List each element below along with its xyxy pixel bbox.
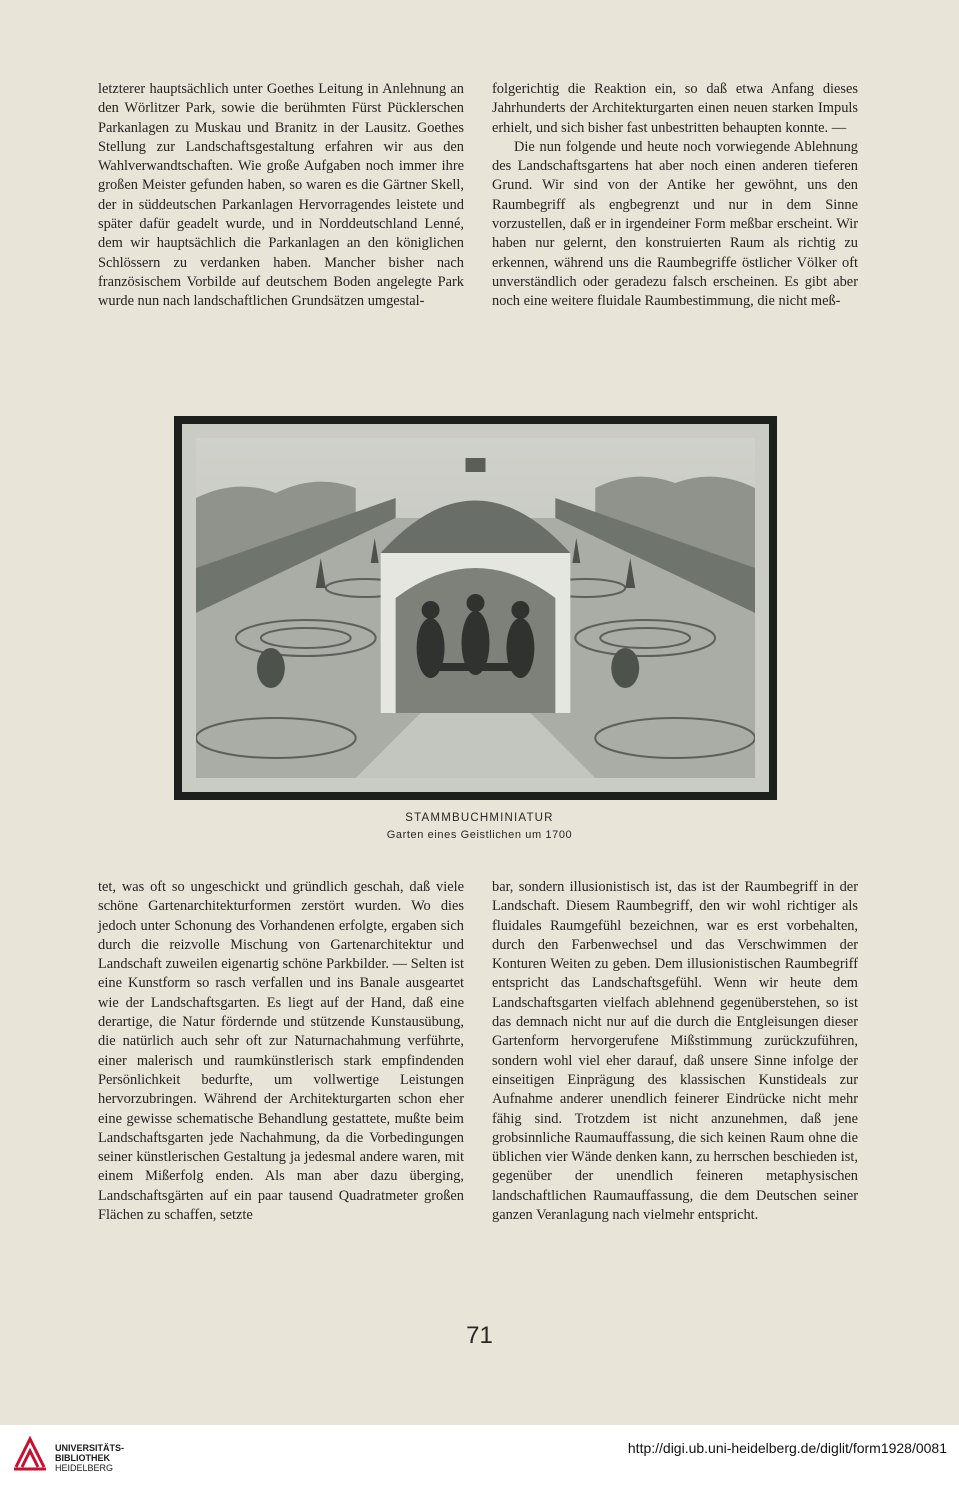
paragraph: Die nun folgende und heute noch vorwiegende Ablehnung des Landschaftsgartens hat aber noch einen anderen tieferen Grund. Wir sind von der Antike her gewöhnt, uns den Raumbegriff als engbegrenzt und nur in dem Sinne vorzustellen, daß er in irgendeiner Form meßbar erscheint. Wir haben nur gelernt, den konstruierten Raum als richtig zu erkennen, während uns die Raumbegriffe östlicher Völker oft unverständlich oder geradezu falsch erscheinen. Es gibt aber noch eine weitere fluidale Raumbestimmung, die nicht meß- xyxy=(492,138,858,310)
garden-miniature-image xyxy=(196,438,755,778)
text-column-bottom-left xyxy=(98,878,464,1225)
paragraph: folgerichtig die Reaktion ein, so daß etwa Anfang dieses Jahrhunderts der Architekturgarten einen neuen starken Impuls erhielt, und sich bisher fast unbestritten behaupten konnte. — xyxy=(492,81,858,136)
source-url-link[interactable]: http://digi.ub.uni-heidelberg.de/diglit/form1928/0081 xyxy=(627,1440,947,1456)
text-column-top-left xyxy=(98,80,464,312)
figure-mat xyxy=(182,424,769,792)
paragraph: letzterer hauptsächlich unter Goethes Leitung in Anlehnung an den Wörlitzer Park, sowie die berühmten Fürst Pücklerschen Parkanlagen zu Muskau und Branitz in der Lausitz. Goethes Stellung zur Landschaftsgestaltung erfahren wir aus den Wahlverwandtschaften. Wie große Aufgaben noch immer ihre großen Meister gefunden haben, so waren es die Gärtner Skell, der in süddeutschen Parkanlagen Hervorragendes leistete und später dafür geadelt wurde, und in Norddeutschland Lenné, dem wir hauptsächlich die Parkanlagen an den königlichen Schlössern zu verdanken haben. Mancher bisher nach französischem Vorbilde auf deutschem Boden angelegte Park wurde nun nach landschaftlichen Grundsätzen umgestal- xyxy=(98,81,464,310)
library-name xyxy=(55,1443,124,1473)
figure-caption-title: STAMMBUCHMINIATUR xyxy=(405,812,554,824)
paragraph: bar, sondern illusionistisch ist, das ist der Raumbegriff in der Landschaft. Diesem Raumbegriff, den wir wohl richtiger als fluidales Raumgefühl bezeichnen, war es erst vorbehalten, durch den Farbenwechsel und das Verschwimmen der Konturen Weiten zu geben. Dem illusionistischen Raumbegriff entspricht das Landschaftsgefühl. Wenn wir heute dem Landschaftsgarten vielfach ablehnend gegenüberstehen, so ist das demnach nicht nur auf die durch die Entgleisungen dieser Gartenform hervorgerufene Mißstimmung zurückzuführen, sondern wohl viel eher darauf, daß unsere Sinne infolge der einseitigen Einprägung des klassischen Kunstideals zur Aufnahme anderer unendlich feinerer Eindrücke nicht mehr fähig sind. Trotzdem ist nicht anzunehmen, daß jene grobsinnliche Raumauffassung, die sich keinen Raum ohne die üblichen vier Wände denken kann, zu herrschen beschieden ist, gegenüber der unendlich feineren metaphysischen landschaftlichen Raumauffassung, die dem Deutschen seiner ganzen Veranlagung nach vielmehr entspricht. xyxy=(492,879,858,1224)
library-name-line: UNIVERSITÄTS- xyxy=(55,1443,125,1453)
library-name-line: BIBLIOTHEK xyxy=(55,1453,110,1463)
text-column-bottom-right xyxy=(492,878,858,1225)
figure-caption-subtitle: Garten eines Geistlichen um 1700 xyxy=(386,829,573,841)
digitization-footer xyxy=(0,1425,959,1495)
ub-heidelberg-logo-icon xyxy=(10,1433,50,1473)
paragraph: tet, was oft so ungeschickt und gründlich geschah, daß viele schöne Gartenarchitekturformen zerstört wurden. Wo dies jedoch unter Schonung des Vorhandenen erfolgte, ergaben sich durch die reizvolle Mischung von Gartenarchitektur und Landschaft zuweilen eigenartig schöne Parkbilder. — Selten ist eine Kunstform so rasch verfallen und ins Banale ausgeartet wie der Landschaftsgarten. Es liegt auf der Hand, daß eine derartige, die Natur fördernde und stützende Kunstausübung, die natürlich auch sehr oft zur Naturnachahmung verführte, einer malerisch und raumkünstlerisch stark empfindenden Persönlichkeit bedurfte, um vollwertige Leistungen hervorzubringen. Während der Architekturgarten schon eher eine gewisse schematische Behandlung gestattete, mußte beim Landschaftsgarten jede Nachahmung, da die Vorbedingungen seiner künstlerischen Gestaltung ja jedesmal andere waren, mit einem Mißerfolg enden. Als man aber dazu überging, Landschaftsgärten auf ein paar tausend Quadratmeter großen Flächen zu schaffen, setzte xyxy=(98,879,464,1224)
text-column-top-right xyxy=(492,80,858,312)
figure-illustration xyxy=(174,416,777,800)
library-name-line: HEIDELBERG xyxy=(55,1463,114,1473)
page-number: 71 xyxy=(466,1322,493,1349)
